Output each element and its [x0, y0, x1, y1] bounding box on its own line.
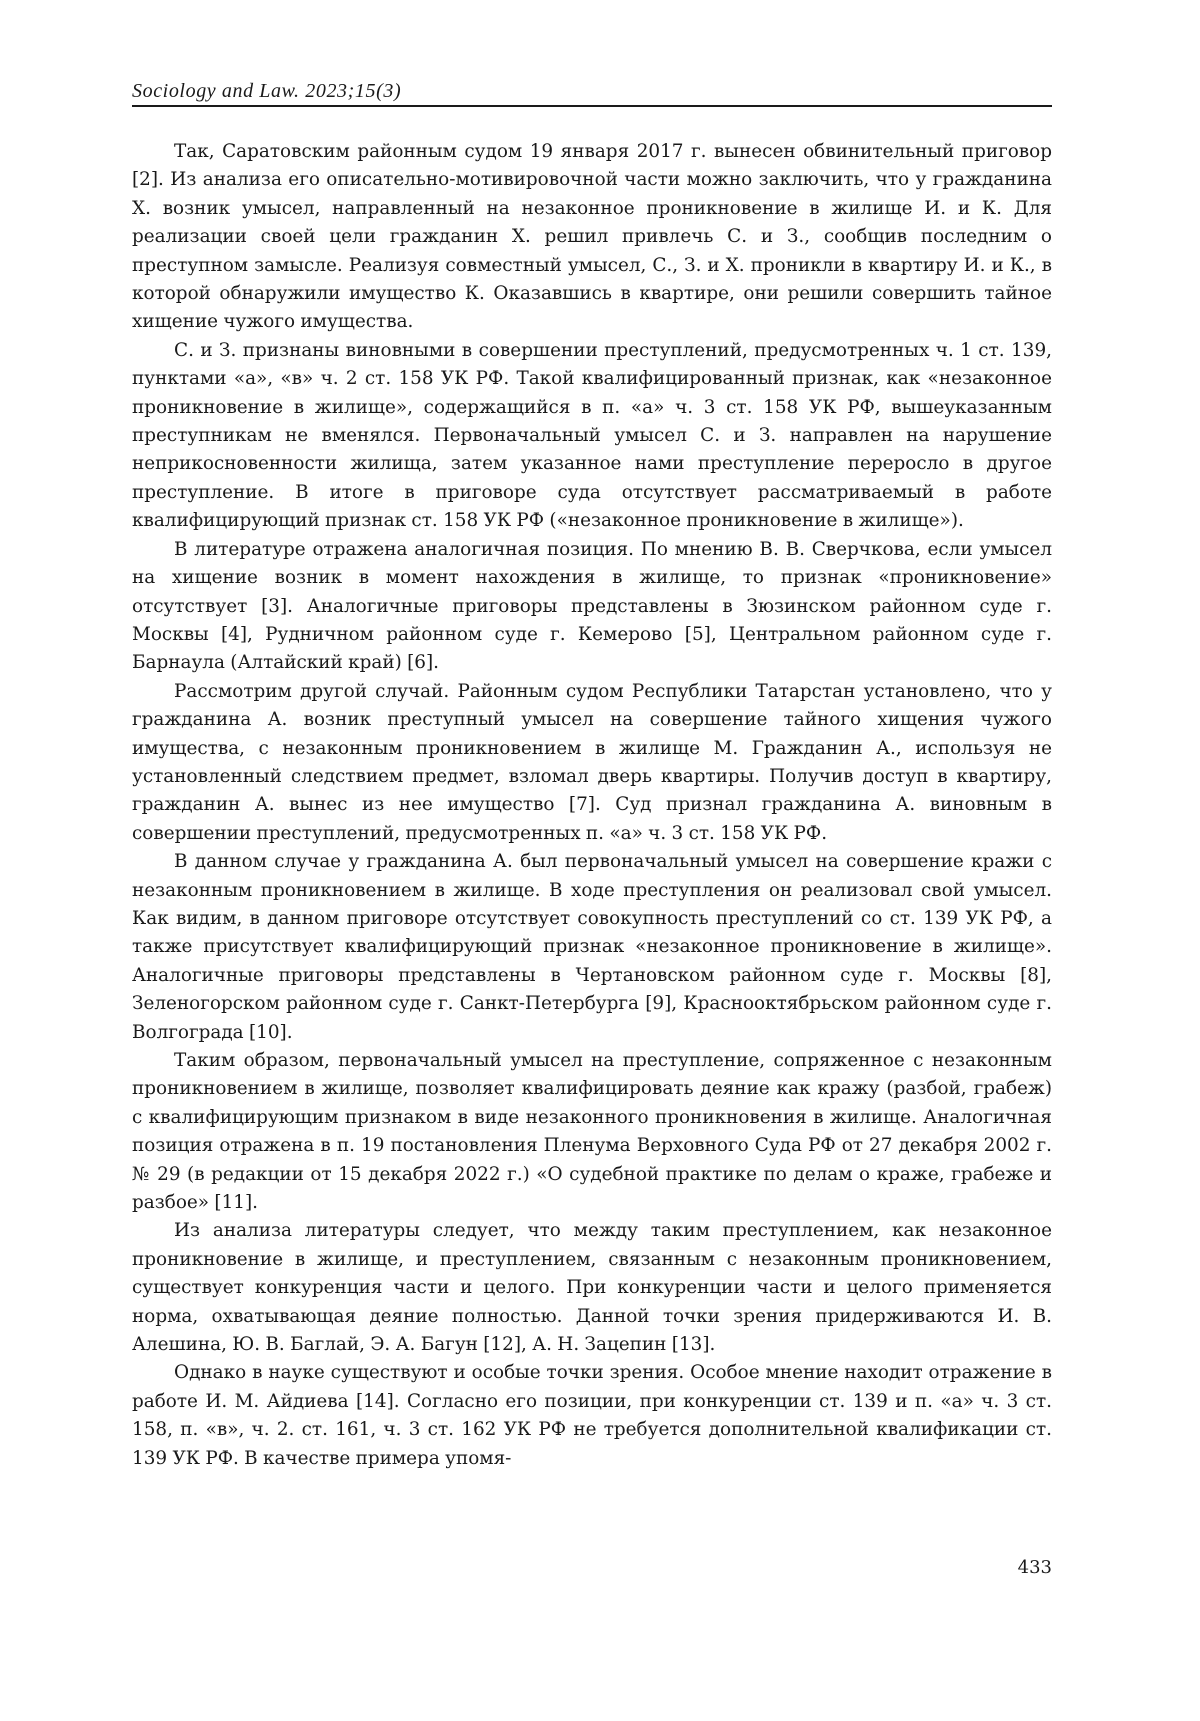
paragraph: В литературе отражена аналогичная позиция. По мнению В. В. Сверчкова, если умысел на хищение возник в момент нахождения в жилище, то признак «проникновение» отсутствует [3]. Аналогичные приговоры представлены в Зюзинском районном суде г. Москвы [4], Рудничном районном суде г. Кемерово [5], Центральном районном суде г. Барнаула (Алтайский край) [6]. — [132, 538, 1052, 674]
paragraph: В данном случае у гражданина А. был первоначальный умысел на совершение кражи с незаконным проникновением в жилище. В ходе преступления он реализовал свой умысел. Как видим, в данном приговоре отсутствует совокупность преступлений со ст. 139 УК РФ, а также присутствует квалифицирующий признак «незаконное проникновение в жилище». Аналогичные приговоры представлены в Чертановском районном суде г. Москвы [8], Зеленогорском районном суде г. Санкт-Петербурга [9], Краснооктябрьском районном суде г. Волгограда [10]. — [132, 851, 1052, 1043]
journal-citation: Sociology and Law. 2023;15(3) — [132, 80, 402, 102]
header-rule — [132, 105, 1052, 107]
paragraph: Таким образом, первоначальный умысел на преступление, сопряженное с незаконным проникновением в жилище, позволяет квалифицировать деяние как кражу (разбой, грабеж) с квалифицирующим признаком в виде незаконного проникновения в жилище. Аналогичная позиция отражена в п. 19 постановления Пленума Верховного Суда РФ от 27 декабря 2002 г. № 29 (в редакции от 15 декабря 2022 г.) «О судебной практике по делам о краже, грабеже и разбое» [11]. — [132, 1050, 1052, 1214]
paragraph: Однако в науке существуют и особые точки зрения. Особое мнение находит отражение в работе И. М. Айдиева [14]. Согласно его позиции, при конкуренции ст. 139 и п. «а» ч. 3 ст. 158, п. «в», ч. 2. ст. 161, ч. 3 ст. 162 УК РФ не требуется дополнительной квалификации ст. 139 УК РФ. В качестве примера упомя- — [132, 1362, 1052, 1469]
paragraph: Так, Саратовским районным судом 19 января 2017 г. вынесен обвинительный приговор [2]. Из анализа его описательно-мотивировочной части можно заключить, что у гражданина Х. возник умысел, направленный на незаконное проникновение в жилище И. и К. Для реализации своей цели гражданин Х. решил привлечь С. и З., сообщив последним о преступном замысле. Реализуя совместный умысел, С., З. и Х. проникли в квартиру И. и К., в которой обнаружили имущество К. Оказавшись в квартире, они решили совершить тайное хищение чужого имущества. — [132, 141, 1052, 333]
page-number: 433 — [1017, 1557, 1052, 1578]
paragraph: С. и З. признаны виновными в совершении преступлений, предусмотренных ч. 1 ст. 139, пунктами «а», «в» ч. 2 ст. 158 УК РФ. Такой квалифицированный признак, как «незаконное проникновение в жилище», содержащийся в п. «а» ч. 3 ст. 158 УК РФ, вышеуказанным преступникам не вменялся. Первоначальный умысел С. и З. направлен на нарушение неприкосновенности жилища, затем указанное нами преступление переросло в другое преступление. В итоге в приговоре суда отсутствует рассматриваемый в работе квалифицирующий признак ст. 158 УК РФ («незаконное проникновение в жилище»). — [132, 339, 1052, 532]
paragraph: Рассмотрим другой случай. Районным судом Республики Татарстан установлено, что у гражданина А. возник преступный умысел на совершение тайного хищения чужого имущества, с незаконным проникновением в жилище М. Гражданин А., используя не установленный следствием предмет, взломал дверь квартиры. Получив доступ в квартиру, гражданин А. вынес из нее имущество [7]. Суд признал гражданина А. виновным в совершении преступлений, предусмотренных п. «а» ч. 3 ст. 158 УК РФ. — [132, 680, 1052, 844]
running-header — [132, 80, 1052, 108]
article-body — [132, 138, 1052, 1473]
paragraph: Из анализа литературы следует, что между таким преступлением, как незаконное проникновение в жилище, и преступлением, связанным с незаконным проникновением, существует конкуренция части и целого. При конкуренции части и целого применяется норма, охватывающая деяние полностью. Данной точки зрения придерживаются И. В. Алешина, Ю. В. Баглай, Э. А. Багун [12], А. Н. Зацепин [13]. — [132, 1220, 1052, 1356]
